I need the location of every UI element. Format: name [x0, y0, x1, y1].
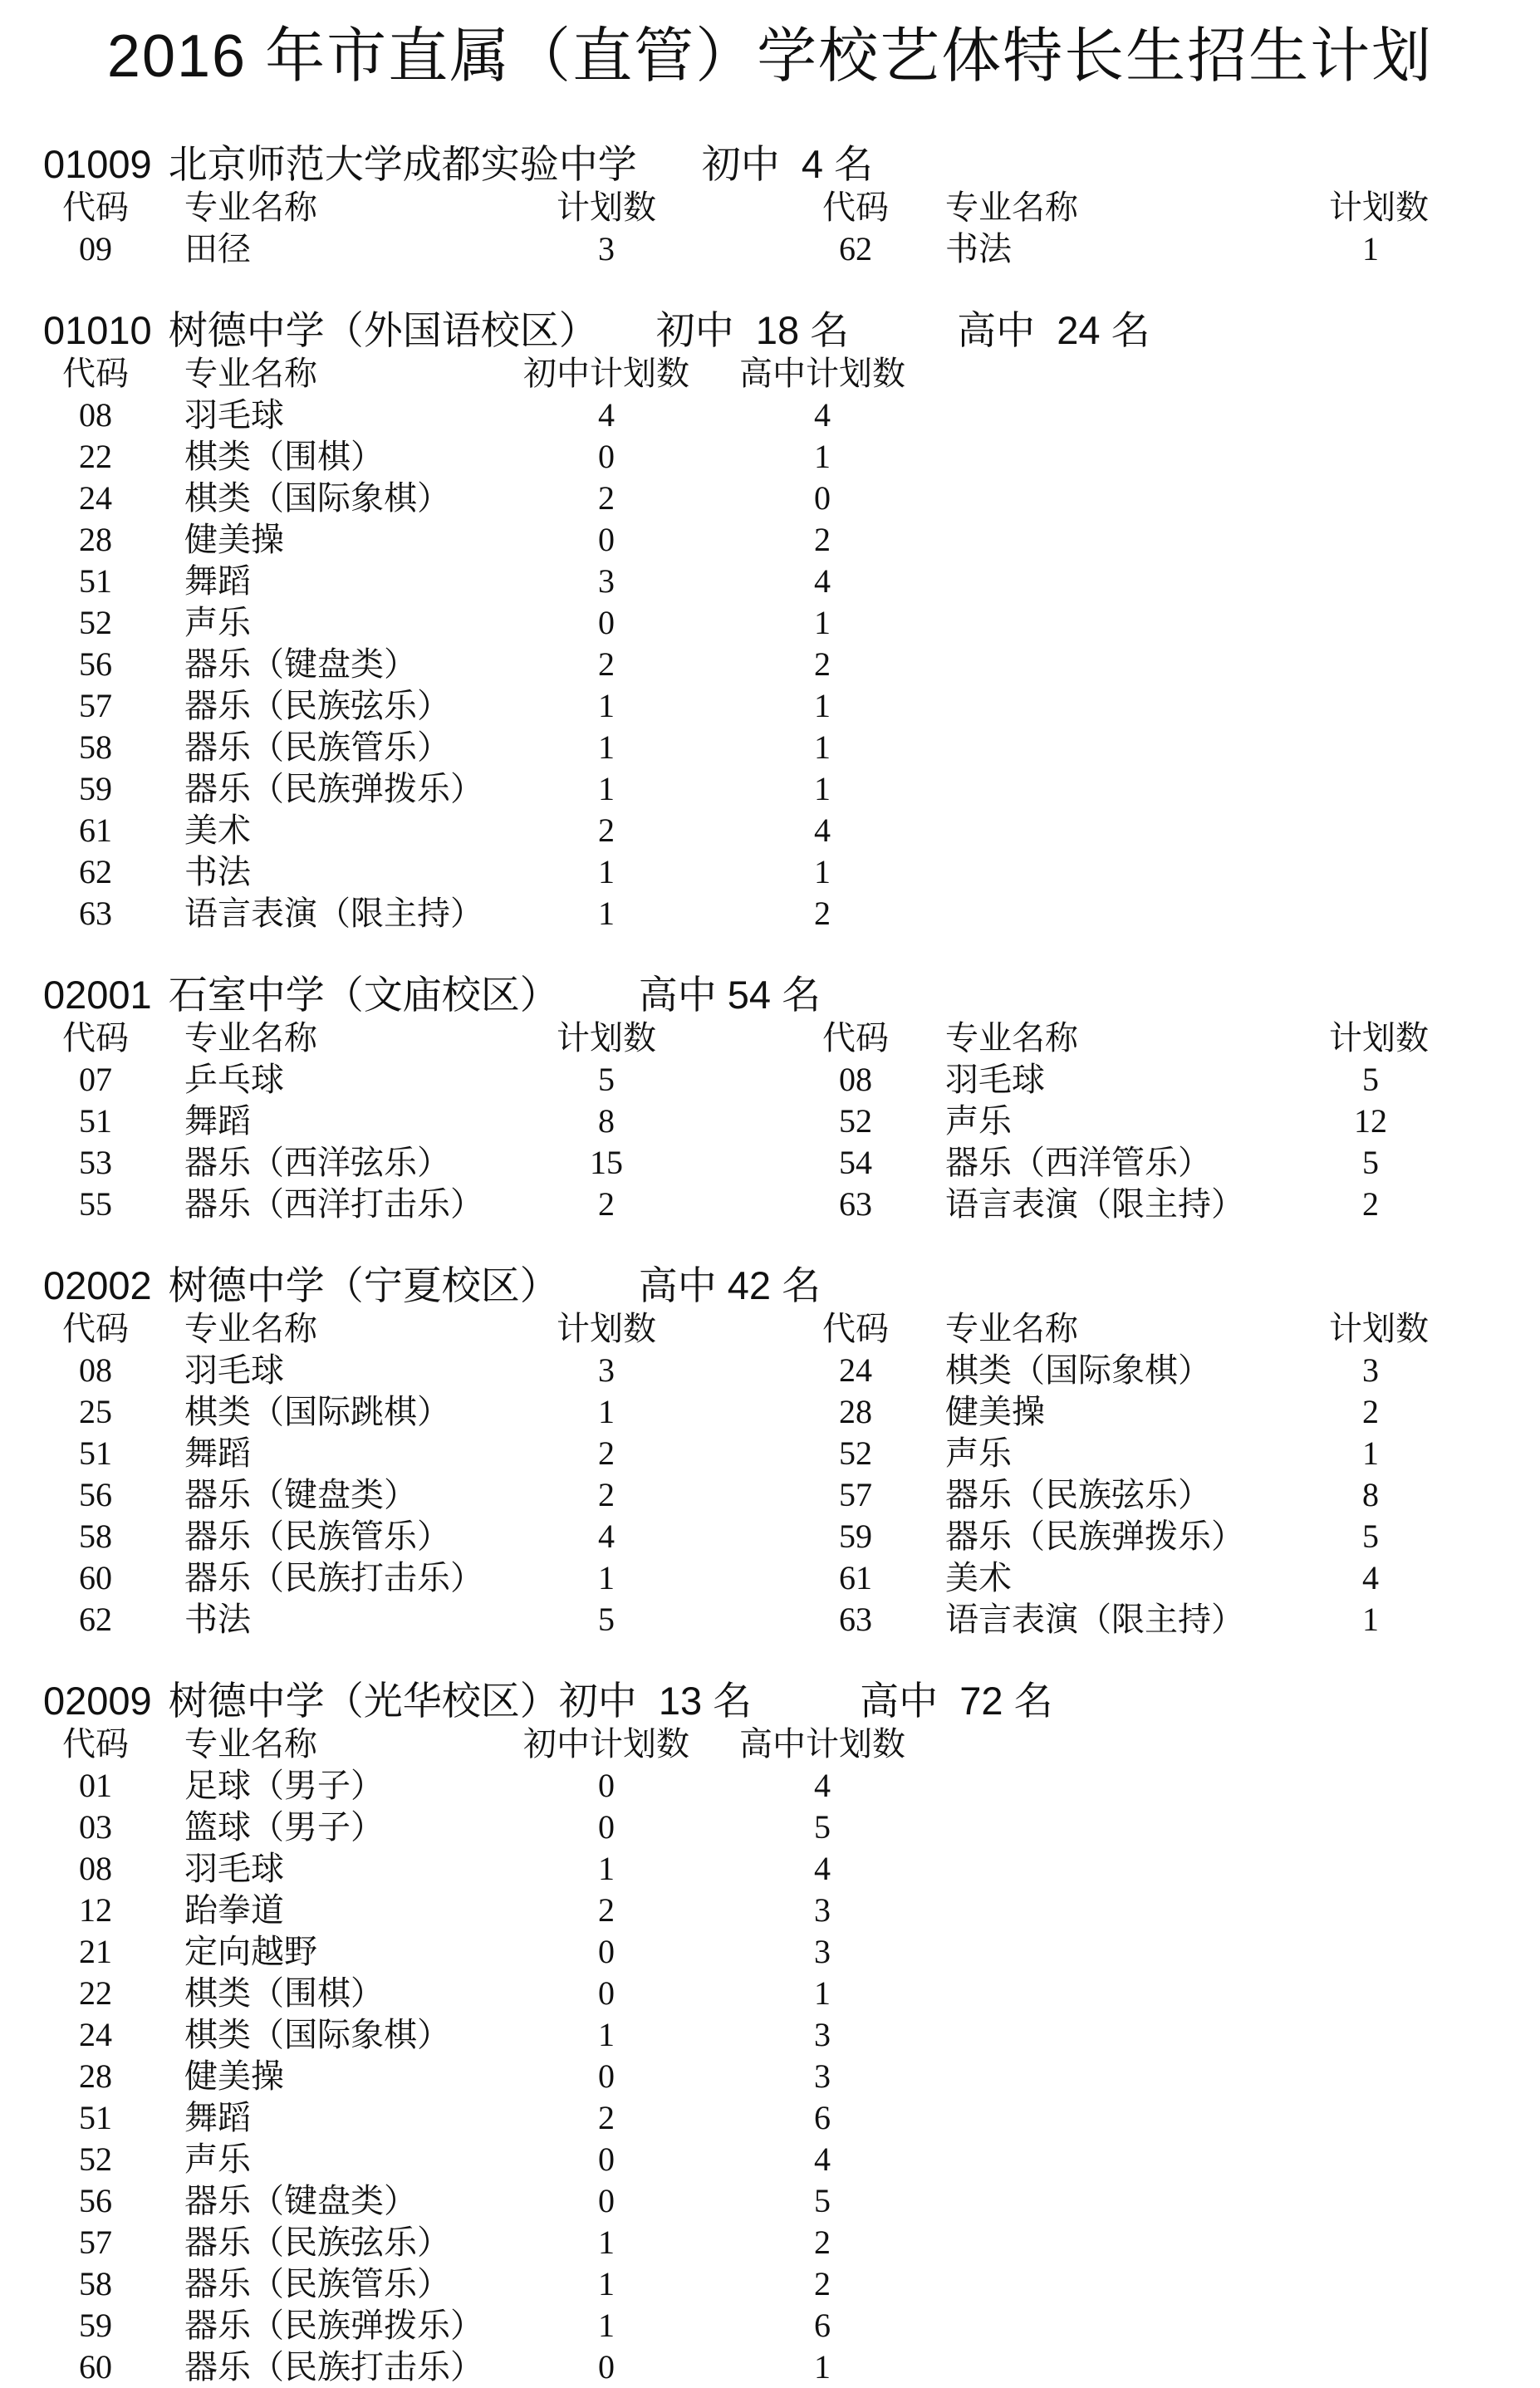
cell-major-2: 羽毛球	[945, 1062, 1045, 1098]
cell-senior-plan: 2	[814, 521, 831, 558]
cell-code: 22	[79, 1974, 112, 2012]
cell-code: 61	[79, 812, 112, 849]
quota-primary: 初中 4 名	[701, 142, 874, 186]
cell-code: 59	[79, 2307, 112, 2344]
table-row	[0, 1184, 1540, 1225]
cell-code: 21	[79, 1933, 112, 1970]
table-row	[0, 1807, 1540, 1848]
header-major-2: 专业名称	[945, 1020, 1078, 1057]
cell-code-2: 54	[839, 1144, 872, 1181]
cell-senior-plan: 1	[814, 604, 831, 641]
cell-major-2: 书法	[945, 231, 1012, 267]
header-senior-plan: 高中计划数	[739, 1726, 905, 1763]
cell-senior-plan: 5	[814, 1808, 831, 1846]
table-row	[0, 2097, 1540, 2139]
cell-code: 24	[79, 479, 112, 517]
table-row	[0, 519, 1540, 561]
table-row	[0, 1391, 1540, 1433]
cell-senior-plan: 4	[814, 1850, 831, 1887]
cell-code: 58	[79, 728, 112, 766]
table-row	[0, 1474, 1540, 1516]
cell-junior-plan: 4	[598, 396, 615, 434]
cell-junior-plan: 1	[598, 728, 615, 766]
cell-code: 01	[79, 1767, 112, 1804]
header-major: 专业名称	[184, 356, 317, 392]
table-row	[0, 1848, 1540, 1890]
cell-plan-2: 5	[1362, 1144, 1379, 1181]
quota-primary: 高中 42 名	[638, 1263, 821, 1307]
cell-code: 24	[79, 2016, 112, 2053]
table-row	[0, 561, 1540, 602]
quota-primary: 初中 13 名	[558, 1679, 753, 1723]
cell-junior-plan: 2	[598, 1891, 615, 1929]
cell-major: 器乐（民族弹拨乐）	[184, 2307, 483, 2344]
cell-major: 田径	[184, 231, 251, 267]
cell-major: 语言表演（限主持）	[184, 895, 483, 932]
table-row	[0, 1142, 1540, 1184]
cell-code: 07	[79, 1061, 112, 1098]
cell-senior-plan: 6	[814, 2099, 831, 2136]
cell-major: 定向越野	[184, 1934, 317, 1970]
cell-plan-2: 3	[1362, 1351, 1379, 1389]
cell-code: 55	[79, 1185, 112, 1223]
cell-code: 51	[79, 1434, 112, 1472]
cell-senior-plan: 1	[814, 728, 831, 766]
cell-plan-2: 12	[1354, 1102, 1387, 1140]
cell-senior-plan: 3	[814, 2016, 831, 2053]
cell-junior-plan: 2	[598, 812, 615, 849]
cell-code-2: 63	[839, 1601, 872, 1638]
cell-major: 足球（男子）	[184, 1768, 384, 1804]
table-row	[0, 1599, 1540, 1640]
cell-code-2: 59	[839, 1518, 872, 1555]
table-row	[0, 1557, 1540, 1599]
cell-major: 棋类（国际象棋）	[184, 2017, 450, 2053]
cell-major: 器乐（民族弹拨乐）	[184, 771, 483, 807]
school-code: 01009	[43, 142, 152, 186]
school-code: 02009	[43, 1679, 152, 1723]
cell-junior-plan: 0	[598, 1767, 615, 1804]
cell-code: 03	[79, 1808, 112, 1846]
quota-secondary: 高中 24 名	[957, 308, 1150, 352]
cell-major: 棋类（国际跳棋）	[184, 1394, 450, 1430]
cell-major: 乒乓球	[184, 1062, 284, 1098]
cell-senior-plan: 1	[814, 1974, 831, 2012]
cell-junior-plan: 1	[598, 687, 615, 724]
table-row	[0, 2056, 1540, 2097]
header-plan: 计划数	[557, 1311, 656, 1347]
quota-primary: 初中 18 名	[655, 308, 850, 352]
cell-code: 08	[79, 1351, 112, 1389]
cell-junior-plan: 0	[598, 438, 615, 475]
cell-major: 书法	[184, 1601, 251, 1638]
table-row	[0, 1765, 1540, 1807]
table-row	[0, 1516, 1540, 1557]
cell-major: 健美操	[184, 522, 284, 558]
cell-major: 美术	[184, 812, 251, 849]
cell-plan: 8	[598, 1102, 615, 1140]
cell-code: 57	[79, 2224, 112, 2261]
cell-senior-plan: 4	[814, 396, 831, 434]
table-row	[0, 1890, 1540, 1931]
cell-code: 62	[79, 1601, 112, 1638]
cell-senior-plan: 5	[814, 2182, 831, 2219]
cell-code: 53	[79, 1144, 112, 1181]
cell-senior-plan: 2	[814, 2224, 831, 2261]
cell-plan-2: 1	[1362, 1601, 1379, 1638]
cell-senior-plan: 3	[814, 1933, 831, 1970]
cell-junior-plan: 1	[598, 2016, 615, 2053]
cell-junior-plan: 1	[598, 895, 615, 932]
header-major: 专业名称	[184, 189, 317, 226]
table-row	[0, 685, 1540, 727]
header-major: 专业名称	[184, 1726, 317, 1763]
cell-plan-2: 5	[1362, 1061, 1379, 1098]
cell-major: 器乐（民族弦乐）	[184, 2224, 450, 2261]
cell-junior-plan: 1	[598, 770, 615, 807]
cell-plan-2: 2	[1362, 1185, 1379, 1223]
cell-code: 52	[79, 604, 112, 641]
cell-senior-plan: 2	[814, 895, 831, 932]
cell-major: 健美操	[184, 2058, 284, 2095]
header-plan-2: 计划数	[1329, 1311, 1429, 1347]
school-code: 02002	[43, 1263, 152, 1307]
cell-major: 器乐（民族打击乐）	[184, 2349, 483, 2386]
section-heading	[43, 970, 821, 1020]
header-major-2: 专业名称	[945, 189, 1078, 226]
cell-junior-plan: 0	[598, 1974, 615, 2012]
cell-plan-2: 1	[1362, 1434, 1379, 1472]
column-headers	[0, 353, 1540, 395]
cell-major: 棋类（围棋）	[184, 439, 384, 475]
cell-plan: 3	[598, 230, 615, 267]
cell-junior-plan: 2	[598, 2099, 615, 2136]
table-row	[0, 478, 1540, 519]
cell-code: 57	[79, 687, 112, 724]
cell-junior-plan: 0	[598, 2140, 615, 2178]
cell-major-2: 棋类（国际象棋）	[945, 1352, 1211, 1389]
cell-major-2: 器乐（民族弹拨乐）	[945, 1518, 1244, 1555]
cell-code: 12	[79, 1891, 112, 1929]
cell-major-2: 声乐	[945, 1435, 1012, 1472]
cell-plan: 2	[598, 1476, 615, 1513]
cell-major-2: 器乐（西洋管乐）	[945, 1145, 1211, 1181]
cell-senior-plan: 0	[814, 479, 831, 517]
header-senior-plan: 高中计划数	[739, 356, 905, 392]
table-row	[0, 1973, 1540, 2014]
cell-junior-plan: 1	[598, 2307, 615, 2344]
cell-junior-plan: 1	[598, 853, 615, 890]
header-plan-2: 计划数	[1329, 1020, 1429, 1057]
cell-major-2: 语言表演（限主持）	[945, 1601, 1244, 1638]
cell-major: 器乐（键盘类）	[184, 1477, 417, 1513]
column-headers	[0, 187, 1540, 228]
cell-plan: 4	[598, 1518, 615, 1555]
cell-junior-plan: 2	[598, 479, 615, 517]
header-code: 代码	[62, 356, 129, 392]
cell-senior-plan: 1	[814, 853, 831, 890]
cell-code: 56	[79, 1476, 112, 1513]
cell-code: 51	[79, 1102, 112, 1140]
header-major: 专业名称	[184, 1020, 317, 1057]
table-row	[0, 727, 1540, 768]
cell-code: 63	[79, 895, 112, 932]
table-row	[0, 851, 1540, 893]
school-code: 01010	[43, 308, 152, 352]
cell-major: 羽毛球	[184, 397, 284, 434]
cell-code: 52	[79, 2140, 112, 2178]
cell-junior-plan: 0	[598, 521, 615, 558]
cell-code: 58	[79, 1518, 112, 1555]
section-heading	[43, 140, 873, 189]
cell-plan: 5	[598, 1601, 615, 1638]
table-row	[0, 2180, 1540, 2222]
cell-plan-2: 1	[1362, 230, 1379, 267]
cell-code-2: 28	[839, 1393, 872, 1430]
cell-junior-plan: 3	[598, 562, 615, 600]
school-name: 石室中学（文庙校区）	[168, 973, 559, 1017]
cell-major: 器乐（西洋弦乐）	[184, 1145, 450, 1181]
cell-code: 09	[79, 230, 112, 267]
cell-major-2: 语言表演（限主持）	[945, 1186, 1244, 1223]
cell-senior-plan: 4	[814, 562, 831, 600]
cell-code-2: 62	[839, 230, 872, 267]
cell-code: 59	[79, 770, 112, 807]
table-row	[0, 2346, 1540, 2388]
cell-senior-plan: 6	[814, 2307, 831, 2344]
header-plan: 计划数	[557, 1020, 656, 1057]
table-row	[0, 2222, 1540, 2263]
cell-major: 器乐（民族管乐）	[184, 2266, 450, 2302]
cell-major: 书法	[184, 854, 251, 890]
cell-code: 56	[79, 2182, 112, 2219]
cell-code-2: 57	[839, 1476, 872, 1513]
header-code: 代码	[62, 1020, 129, 1057]
header-code: 代码	[62, 189, 129, 226]
cell-plan: 5	[598, 1061, 615, 1098]
cell-major: 器乐（键盘类）	[184, 2183, 417, 2219]
cell-major: 舞蹈	[184, 1103, 251, 1140]
table-row	[0, 1433, 1540, 1474]
cell-senior-plan: 1	[814, 770, 831, 807]
school-code: 02001	[43, 973, 152, 1017]
cell-code: 08	[79, 396, 112, 434]
cell-code: 22	[79, 438, 112, 475]
header-major-2: 专业名称	[945, 1311, 1078, 1347]
header-code-2: 代码	[822, 1020, 889, 1057]
cell-code: 51	[79, 562, 112, 600]
cell-major: 器乐（民族管乐）	[184, 1518, 450, 1555]
cell-junior-plan: 0	[598, 1933, 615, 1970]
cell-code: 60	[79, 2348, 112, 2386]
header-junior-plan: 初中计划数	[523, 356, 689, 392]
cell-code: 28	[79, 521, 112, 558]
cell-code-2: 61	[839, 1559, 872, 1596]
table-row	[0, 395, 1540, 436]
cell-code: 62	[79, 853, 112, 890]
table-row	[0, 1101, 1540, 1142]
header-code-2: 代码	[822, 189, 889, 226]
header-major: 专业名称	[184, 1311, 317, 1347]
cell-junior-plan: 0	[598, 2348, 615, 2386]
school-name: 树德中学（光华校区）	[168, 1679, 559, 1723]
cell-plan: 1	[598, 1559, 615, 1596]
cell-code-2: 63	[839, 1185, 872, 1223]
section-heading	[43, 1261, 821, 1311]
cell-major: 器乐（键盘类）	[184, 646, 417, 683]
cell-senior-plan: 2	[814, 2265, 831, 2302]
cell-plan: 15	[590, 1144, 623, 1181]
column-headers	[0, 1017, 1540, 1059]
cell-senior-plan: 4	[814, 812, 831, 849]
cell-code-2: 24	[839, 1351, 872, 1389]
quota-primary: 高中 54 名	[638, 973, 821, 1017]
cell-major: 棋类（国际象棋）	[184, 480, 450, 517]
cell-major-2: 健美操	[945, 1394, 1045, 1430]
cell-major: 篮球（男子）	[184, 1809, 384, 1846]
cell-code-2: 08	[839, 1061, 872, 1098]
cell-senior-plan: 4	[814, 2140, 831, 2178]
cell-code: 58	[79, 2265, 112, 2302]
cell-plan-2: 2	[1362, 1393, 1379, 1430]
cell-major: 声乐	[184, 2141, 251, 2178]
header-junior-plan: 初中计划数	[523, 1726, 689, 1763]
cell-plan-2: 4	[1362, 1559, 1379, 1596]
header-plan-2: 计划数	[1329, 189, 1429, 226]
school-name: 北京师范大学成都实验中学	[168, 142, 637, 186]
header-code: 代码	[62, 1311, 129, 1347]
table-row	[0, 2139, 1540, 2180]
header-plan: 计划数	[557, 189, 656, 226]
cell-major-2: 声乐	[945, 1103, 1012, 1140]
cell-major: 跆拳道	[184, 1892, 284, 1929]
cell-senior-plan: 1	[814, 687, 831, 724]
cell-code: 56	[79, 645, 112, 683]
cell-major: 舞蹈	[184, 1435, 251, 1472]
cell-junior-plan: 0	[598, 604, 615, 641]
table-row	[0, 2263, 1540, 2305]
column-headers	[0, 1724, 1540, 1765]
header-code: 代码	[62, 1726, 129, 1763]
cell-plan: 2	[598, 1185, 615, 1223]
cell-junior-plan: 0	[598, 2182, 615, 2219]
cell-major: 器乐（民族弦乐）	[184, 688, 450, 724]
cell-senior-plan: 3	[814, 2057, 831, 2095]
cell-junior-plan: 0	[598, 1808, 615, 1846]
cell-senior-plan: 1	[814, 2348, 831, 2386]
section-heading	[43, 306, 1150, 356]
table-row	[0, 893, 1540, 934]
cell-major: 舞蹈	[184, 2100, 251, 2136]
cell-junior-plan: 2	[598, 645, 615, 683]
cell-plan-2: 5	[1362, 1518, 1379, 1555]
cell-senior-plan: 1	[814, 438, 831, 475]
cell-code: 51	[79, 2099, 112, 2136]
section-heading	[43, 1676, 1053, 1726]
table-row	[0, 2305, 1540, 2346]
cell-junior-plan: 1	[598, 2265, 615, 2302]
cell-code: 08	[79, 1850, 112, 1887]
table-row	[0, 602, 1540, 644]
column-headers	[0, 1308, 1540, 1350]
cell-plan: 3	[598, 1351, 615, 1389]
table-row	[0, 810, 1540, 851]
quota-secondary: 高中 72 名	[860, 1679, 1053, 1723]
table-row	[0, 436, 1540, 478]
cell-senior-plan: 3	[814, 1891, 831, 1929]
cell-major: 舞蹈	[184, 563, 251, 600]
cell-junior-plan: 1	[598, 1850, 615, 1887]
cell-major: 器乐（民族打击乐）	[184, 1560, 483, 1596]
cell-junior-plan: 1	[598, 2224, 615, 2261]
cell-major: 器乐（西洋打击乐）	[184, 1186, 483, 1223]
page-title: 2016 年市直属（直管）学校艺体特长生招生计划	[106, 23, 1434, 90]
cell-junior-plan: 0	[598, 2057, 615, 2095]
header-code-2: 代码	[822, 1311, 889, 1347]
cell-major-2: 美术	[945, 1560, 1012, 1596]
cell-major: 羽毛球	[184, 1851, 284, 1887]
cell-plan-2: 8	[1362, 1476, 1379, 1513]
cell-plan: 1	[598, 1393, 615, 1430]
cell-major: 羽毛球	[184, 1352, 284, 1389]
table-row	[0, 768, 1540, 810]
cell-senior-plan: 2	[814, 645, 831, 683]
cell-code-2: 52	[839, 1102, 872, 1140]
cell-plan: 2	[598, 1434, 615, 1472]
cell-code: 28	[79, 2057, 112, 2095]
table-row	[0, 644, 1540, 685]
cell-major: 棋类（围棋）	[184, 1975, 384, 2012]
cell-major: 声乐	[184, 605, 251, 641]
table-row	[0, 2014, 1540, 2056]
table-row	[0, 228, 1540, 270]
cell-code: 60	[79, 1559, 112, 1596]
table-row	[0, 1059, 1540, 1101]
cell-senior-plan: 4	[814, 1767, 831, 1804]
cell-major-2: 器乐（民族弦乐）	[945, 1477, 1211, 1513]
cell-code: 25	[79, 1393, 112, 1430]
table-row	[0, 1931, 1540, 1973]
cell-major: 器乐（民族管乐）	[184, 729, 450, 766]
cell-code-2: 52	[839, 1434, 872, 1472]
school-name: 树德中学（外国语校区）	[168, 308, 598, 352]
table-row	[0, 1350, 1540, 1391]
school-name: 树德中学（宁夏校区）	[168, 1263, 559, 1307]
